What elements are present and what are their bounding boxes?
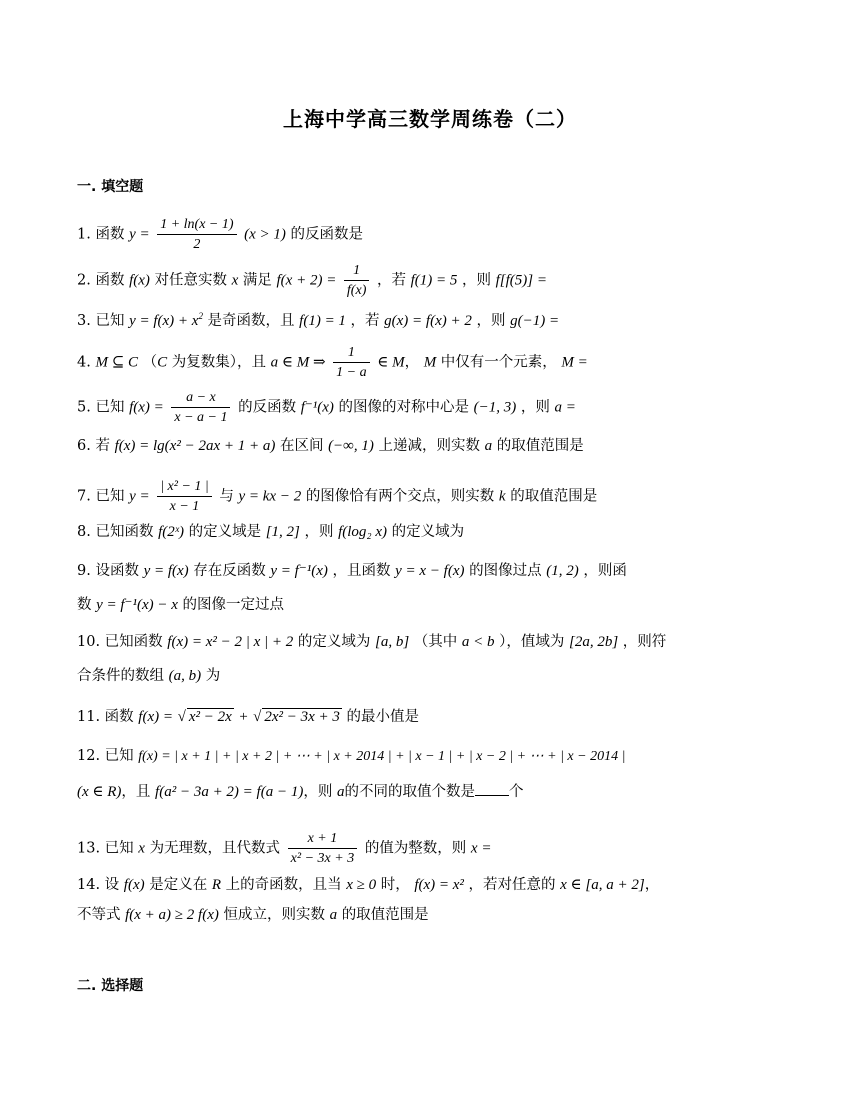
q11-text: 11. 函数 bbox=[77, 709, 134, 725]
q10-l2post: 为 bbox=[205, 668, 221, 684]
q14-l2post: 的取值范围是 bbox=[341, 907, 429, 923]
q4-m2: M bbox=[423, 354, 437, 371]
q11-plus: + bbox=[238, 709, 249, 725]
q2-eq: f(x + 2) = bbox=[276, 272, 337, 289]
q3-mid2: ，若 bbox=[350, 313, 380, 329]
question-6 bbox=[77, 436, 777, 456]
q13-x: x bbox=[138, 840, 145, 857]
q2-mid: 对任意实数 bbox=[154, 272, 227, 289]
q7-denominator: x − 1 bbox=[169, 499, 200, 514]
q8-dom: [1, 2] bbox=[265, 524, 300, 540]
question-3 bbox=[77, 306, 777, 331]
q3-mid3: ，则 bbox=[476, 313, 506, 329]
q10-l2expr: (a, b) bbox=[168, 668, 202, 684]
q3-g: g(x) = f(x) + 2 bbox=[384, 313, 472, 329]
q5-pt: (−1, 3) bbox=[473, 399, 517, 416]
q12-l2g: 个 bbox=[508, 784, 524, 800]
q14-mid4: ，若对任意的 bbox=[468, 877, 556, 893]
q9-g: y = x − f(x) bbox=[395, 563, 465, 579]
q9-mid4: ，则函 bbox=[583, 563, 627, 579]
question-13 bbox=[77, 830, 777, 867]
q3-ask: g(−1) = bbox=[510, 313, 560, 329]
q12-text: 12. 已知 bbox=[77, 748, 134, 764]
q11-r1: x² − 2x bbox=[188, 709, 232, 725]
q9-pt: (1, 2) bbox=[546, 563, 579, 579]
q10-rng: [2a, 2b] bbox=[569, 634, 619, 650]
q11-radical-1: √ x² − 2x bbox=[177, 709, 232, 725]
q8-text: 8. 已知函数 bbox=[77, 524, 154, 540]
q5-mid: 的反函数 bbox=[238, 399, 297, 416]
q1-denominator: 2 bbox=[193, 237, 201, 252]
q9-l2post: 的图像一定过点 bbox=[182, 597, 285, 613]
q10-mid: 的定义域为 bbox=[297, 634, 371, 650]
q8-mid2: ，则 bbox=[304, 524, 334, 540]
q4-numerator: 1 bbox=[333, 344, 369, 363]
q4-inM: ∈ M bbox=[377, 354, 405, 371]
q1-lhs: y = bbox=[129, 226, 150, 243]
q1-condition: (x > 1) bbox=[244, 226, 286, 243]
q6-expr: f(x) = lg(x² − 2ax + 1 + a) bbox=[114, 438, 276, 454]
q14-f: f(x) bbox=[123, 877, 145, 893]
q9-line2 bbox=[77, 595, 777, 615]
q4-mid: ， bbox=[404, 354, 420, 371]
question-5 bbox=[77, 389, 777, 426]
q6-post: 的取值范围是 bbox=[496, 438, 584, 454]
q5-ask: a = bbox=[554, 399, 576, 416]
q4-impl: a ∈ M ⇒ bbox=[270, 354, 326, 371]
answer-blank bbox=[475, 781, 509, 796]
question-1 bbox=[77, 216, 777, 253]
q14-mid5: ， bbox=[644, 877, 660, 893]
q12-expr: f(x) = | x + 1 | + | x + 2 | + ⋯ + | x + 2014 | + | x − 1 | + | x − 2 | + ⋯ + | x − 2014 | bbox=[138, 749, 626, 764]
q9-text: 9. 设函数 bbox=[77, 563, 139, 579]
q9-mid3: 的图像过点 bbox=[469, 563, 542, 579]
q7-mid: 与 bbox=[219, 488, 234, 505]
question-14 bbox=[77, 875, 777, 925]
q4-denominator: 1 − a bbox=[336, 365, 367, 380]
q10-mid3: ），值域为 bbox=[499, 634, 565, 650]
q7-numerator: | x² − 1 | bbox=[157, 478, 212, 497]
q4-text: 4. bbox=[77, 354, 91, 371]
q11-lhs: f(x) = bbox=[138, 709, 173, 725]
q6-mid2: 上递减，则实数 bbox=[378, 438, 480, 454]
question-2 bbox=[77, 262, 777, 299]
q13-fraction bbox=[288, 830, 358, 867]
q10-l2pre: 合条件的数组 bbox=[77, 668, 164, 684]
q1-numerator: 1 + ln(x − 1) bbox=[157, 216, 236, 235]
q11-post: 的最小值是 bbox=[346, 709, 419, 725]
section-heading-fill: 一. 填空题 bbox=[77, 179, 144, 195]
q10-text: 10. 已知函数 bbox=[77, 634, 163, 650]
q13-mid: 为无理数，且代数式 bbox=[149, 840, 281, 857]
q5-denominator: x − a − 1 bbox=[174, 410, 228, 425]
q7-fraction bbox=[157, 478, 212, 515]
q2-f: f(x) bbox=[129, 272, 150, 289]
q3-expr: $y = f(x) + x^2$ bbox=[129, 311, 203, 329]
q1-tail: 的反函数是 bbox=[290, 226, 364, 243]
q7-lhs: y = bbox=[129, 488, 150, 505]
q10-f: f(x) = x² − 2 | x | + 2 bbox=[167, 634, 294, 650]
q11-r2: 2x² − 3x + 3 bbox=[264, 709, 340, 725]
q6-mid: 在区间 bbox=[279, 438, 324, 454]
q2-mid4: ，则 bbox=[461, 272, 491, 289]
q2-numerator: 1 bbox=[344, 262, 369, 281]
q12-l2a: (x ∈ R) bbox=[77, 784, 122, 800]
q8-mid: 的定义域是 bbox=[188, 524, 262, 540]
q2-mid2: 满足 bbox=[242, 272, 272, 289]
q14-dom: x ∈ [a, a + 2] bbox=[560, 877, 645, 893]
q10-dom: [a, b] bbox=[375, 634, 410, 650]
q12-line2 bbox=[77, 781, 777, 802]
section-heading-choice: 二. 选择题 bbox=[77, 978, 144, 994]
q8-g: f(log₂ x) bbox=[338, 524, 388, 540]
q12-l2d: ，则 bbox=[303, 784, 333, 800]
q5-text: 5. 已知 bbox=[77, 399, 125, 416]
q13-ask: x = bbox=[470, 840, 492, 857]
q3-mid: 是奇函数，且 bbox=[207, 313, 295, 329]
q5-mid2: 的图像的对称中心是 bbox=[338, 399, 470, 416]
q2-denominator: f(x) bbox=[346, 283, 367, 298]
q4-expr: M ⊆ C bbox=[95, 354, 139, 371]
q14-line2 bbox=[77, 905, 777, 925]
question-9 bbox=[77, 561, 777, 615]
q4-paren2: 为复数集），且 bbox=[171, 354, 267, 371]
q5-numerator: a − x bbox=[171, 389, 230, 408]
q12-l2c: f(a² − 3a + 2) = f(a − 1) bbox=[155, 784, 304, 800]
q7-line: y = kx − 2 bbox=[238, 488, 302, 505]
q9-f: y = f(x) bbox=[143, 563, 189, 579]
question-10 bbox=[77, 632, 777, 686]
q9-finv: y = f⁻¹(x) bbox=[270, 563, 328, 579]
q10-cond: a < b bbox=[461, 634, 495, 650]
q13-mid2: 的值为整数，则 bbox=[364, 840, 467, 857]
q9-mid2: ，且函数 bbox=[332, 563, 391, 579]
q2-cond: f(1) = 5 bbox=[410, 272, 458, 289]
q14-mid: 是定义在 bbox=[149, 877, 208, 893]
q12-l2f: 的不同的取值个数是 bbox=[344, 784, 475, 800]
q4-mid2: 中仅有一个元素， bbox=[440, 354, 557, 371]
q13-denominator: x² − 3x + 3 bbox=[290, 851, 355, 866]
q14-r: R bbox=[211, 877, 221, 893]
q6-iv: (−∞, 1) bbox=[328, 438, 374, 454]
q3-cond: f(1) = 1 bbox=[299, 313, 346, 329]
q10-line2 bbox=[77, 666, 777, 686]
q6-text: 6. 若 bbox=[77, 438, 110, 454]
q7-k: k bbox=[498, 488, 506, 505]
q14-def: f(x) = x² bbox=[414, 877, 464, 893]
q12-l2e: a bbox=[336, 784, 345, 800]
q14-l2expr: f(x + a) ≥ 2 f(x) bbox=[125, 907, 219, 923]
q3-expr-text: y = f(x) + x bbox=[129, 313, 199, 329]
q5-finv: f⁻¹(x) bbox=[300, 399, 334, 416]
q14-l2pre: 不等式 bbox=[77, 907, 121, 923]
q5-mid3: ，则 bbox=[520, 399, 550, 416]
q2-mid3: ，若 bbox=[376, 272, 406, 289]
q8-f: f(2ˣ) bbox=[158, 524, 184, 540]
q13-numerator: x + 1 bbox=[288, 830, 358, 849]
q14-l2a: a bbox=[329, 907, 338, 923]
q2-ask: f[f(5)] = bbox=[495, 272, 547, 289]
q4-ask: M = bbox=[561, 354, 588, 371]
q4-paren1: （ bbox=[142, 354, 158, 371]
q8-post: 的定义域为 bbox=[391, 524, 465, 540]
q11-radical-2: √ 2x² − 3x + 3 bbox=[253, 709, 340, 725]
q5-fraction bbox=[171, 389, 230, 426]
q12-l2b: ，且 bbox=[121, 784, 151, 800]
q4-c: C bbox=[157, 354, 168, 371]
q5-lhs: f(x) = bbox=[129, 399, 164, 416]
q9-l2pre: 数 bbox=[77, 597, 92, 613]
question-12 bbox=[77, 746, 777, 802]
q2-text: 2. 函数 bbox=[77, 272, 125, 289]
q9-l2expr: y = f⁻¹(x) − x bbox=[96, 597, 178, 613]
q7-text: 7. 已知 bbox=[77, 488, 125, 505]
question-7 bbox=[77, 478, 777, 515]
q3-text: 3. 已知 bbox=[77, 313, 125, 329]
question-8 bbox=[77, 522, 777, 542]
q7-mid2: 的图像恰有两个交点，则实数 bbox=[305, 488, 495, 505]
question-11 bbox=[77, 707, 777, 727]
question-4 bbox=[77, 344, 777, 381]
q14-mid2: 上的奇函数，且当 bbox=[225, 877, 342, 893]
q9-mid: 存在反函数 bbox=[193, 563, 266, 579]
q1-fraction bbox=[157, 216, 236, 253]
q13-text: 13. 已知 bbox=[77, 840, 134, 857]
q1-text: 1. 函数 bbox=[77, 226, 125, 243]
q6-a: a bbox=[484, 438, 493, 454]
q14-mid3: 时， bbox=[380, 877, 410, 893]
page-title: 上海中学高三数学周练卷（二） bbox=[283, 107, 577, 131]
q14-cond: x ≥ 0 bbox=[346, 877, 377, 893]
q14-l2mid: 恒成立，则实数 bbox=[223, 907, 325, 923]
q10-mid2: （其中 bbox=[413, 634, 458, 650]
q7-post: 的取值范围是 bbox=[510, 488, 598, 505]
q14-text: 14. 设 bbox=[77, 877, 120, 893]
q10-mid4: ，则符 bbox=[622, 634, 667, 650]
q2-fraction bbox=[344, 262, 369, 299]
q4-fraction bbox=[333, 344, 369, 381]
q2-x: x bbox=[231, 272, 239, 289]
